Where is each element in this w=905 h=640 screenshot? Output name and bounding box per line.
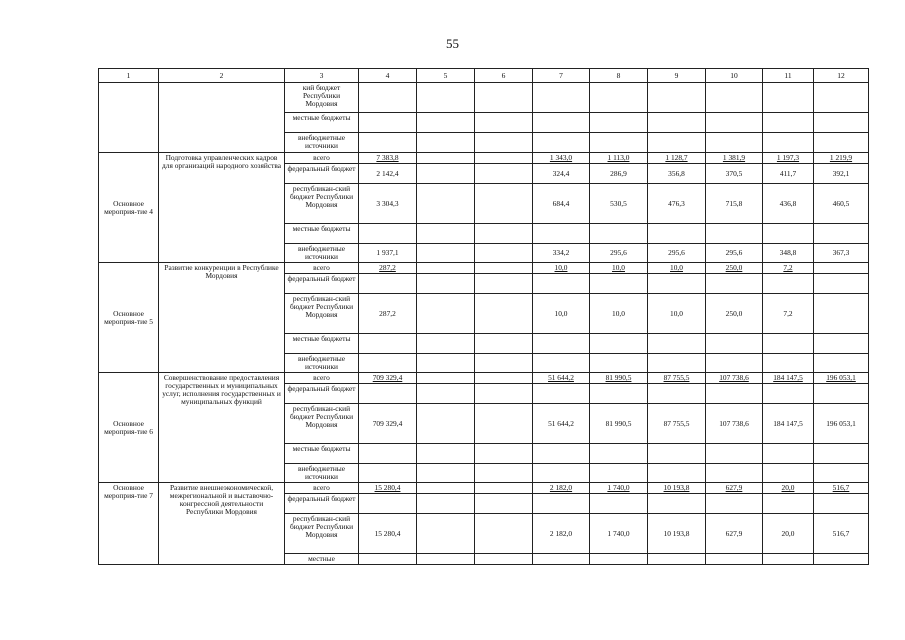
value-cell: [706, 334, 763, 354]
source-cell: республикан-ский бюджет Республики Мордовия: [285, 294, 359, 334]
value-cell: [475, 184, 533, 224]
value-cell: [706, 354, 763, 373]
value-cell: [590, 224, 648, 244]
value-cell: [590, 494, 648, 514]
value-cell: [475, 444, 533, 464]
label-cell: [99, 83, 159, 153]
value-cell: 7,2: [763, 263, 814, 274]
budget-table: [98, 68, 869, 565]
value-cell: [590, 444, 648, 464]
value-cell: [475, 373, 533, 384]
value-cell: [763, 384, 814, 404]
value-cell: [590, 274, 648, 294]
value-cell: 392,1: [814, 164, 869, 184]
title-cell: [159, 83, 285, 153]
value-cell: 324,4: [533, 164, 590, 184]
source-cell: внебюджетные источники: [285, 244, 359, 263]
source-cell: местные бюджеты: [285, 113, 359, 133]
event-title: Подготовка управленческих кадров для организаций народного хозяйства: [159, 153, 285, 263]
value-cell: [814, 113, 869, 133]
source-cell: внебюджетные источники: [285, 354, 359, 373]
table-row: [99, 153, 869, 164]
value-cell: [475, 263, 533, 274]
value-cell: [417, 263, 475, 274]
value-cell: 7 383,8: [359, 153, 417, 164]
value-cell: 1 113,0: [590, 153, 648, 164]
value-cell: 250,0: [706, 294, 763, 334]
value-cell: 184 147,5: [763, 404, 814, 444]
value-cell: [417, 164, 475, 184]
value-cell: [417, 224, 475, 244]
value-cell: 287,2: [359, 294, 417, 334]
value-cell: [763, 464, 814, 483]
value-cell: [475, 113, 533, 133]
table-body: [99, 69, 869, 565]
value-cell: [533, 494, 590, 514]
value-cell: 436,8: [763, 184, 814, 224]
value-cell: [533, 113, 590, 133]
table-header-row: [99, 69, 869, 83]
value-cell: [763, 444, 814, 464]
value-cell: [475, 294, 533, 334]
value-cell: [648, 133, 706, 153]
event-label: Основное мероприя-тие 5: [99, 263, 159, 373]
value-cell: [533, 354, 590, 373]
value-cell: 286,9: [590, 164, 648, 184]
value-cell: [648, 444, 706, 464]
value-cell: 81 990,5: [590, 373, 648, 384]
value-cell: [417, 184, 475, 224]
value-cell: [648, 334, 706, 354]
value-cell: [814, 494, 869, 514]
value-cell: [359, 384, 417, 404]
value-cell: 2 182,0: [533, 483, 590, 494]
value-cell: [417, 373, 475, 384]
source-cell: кий бюджет Республики Мордовия: [285, 83, 359, 113]
value-cell: [417, 133, 475, 153]
value-cell: 287,2: [359, 263, 417, 274]
value-cell: [417, 153, 475, 164]
value-cell: [475, 133, 533, 153]
header-cell: 3: [285, 69, 359, 83]
value-cell: [706, 83, 763, 113]
value-cell: [706, 554, 763, 565]
source-cell: местные бюджеты: [285, 444, 359, 464]
value-cell: [533, 384, 590, 404]
value-cell: [648, 384, 706, 404]
value-cell: [648, 113, 706, 133]
value-cell: 107 738,6: [706, 404, 763, 444]
table-row: [99, 483, 869, 494]
value-cell: [359, 334, 417, 354]
source-cell: всего: [285, 373, 359, 384]
value-cell: 20,0: [763, 514, 814, 554]
value-cell: [359, 444, 417, 464]
event-title: Развитие внешнеэкономической, межрегиональной и выставочно-конгрессной деятельности Республики Мордовия: [159, 483, 285, 565]
value-cell: 295,6: [590, 244, 648, 263]
value-cell: [417, 554, 475, 565]
header-cell: 9: [648, 69, 706, 83]
value-cell: [814, 83, 869, 113]
value-cell: 10,0: [648, 294, 706, 334]
value-cell: [814, 263, 869, 274]
value-cell: 356,8: [648, 164, 706, 184]
value-cell: 2 142,4: [359, 164, 417, 184]
source-cell: федеральный бюджет: [285, 384, 359, 404]
value-cell: [533, 444, 590, 464]
value-cell: 530,5: [590, 184, 648, 224]
value-cell: [475, 164, 533, 184]
value-cell: 1 128,7: [648, 153, 706, 164]
value-cell: 370,5: [706, 164, 763, 184]
value-cell: 1 740,0: [590, 483, 648, 494]
value-cell: 334,2: [533, 244, 590, 263]
value-cell: [706, 464, 763, 483]
value-cell: [763, 224, 814, 244]
source-cell: местные: [285, 554, 359, 565]
value-cell: [648, 554, 706, 565]
value-cell: 627,9: [706, 483, 763, 494]
value-cell: [359, 224, 417, 244]
value-cell: [417, 514, 475, 554]
value-cell: 516,7: [814, 483, 869, 494]
value-cell: 10 193,8: [648, 514, 706, 554]
value-cell: [417, 444, 475, 464]
value-cell: [359, 133, 417, 153]
source-cell: всего: [285, 483, 359, 494]
value-cell: [533, 83, 590, 113]
value-cell: 715,8: [706, 184, 763, 224]
page-number: 55: [446, 36, 459, 51]
value-cell: [417, 404, 475, 444]
value-cell: 15 280,4: [359, 483, 417, 494]
value-cell: [533, 133, 590, 153]
value-cell: [590, 554, 648, 565]
value-cell: [475, 483, 533, 494]
value-cell: [648, 494, 706, 514]
event-label: Основное мероприя-тие 7: [99, 483, 159, 565]
value-cell: [475, 334, 533, 354]
table-row: [99, 263, 869, 274]
value-cell: [417, 483, 475, 494]
value-cell: [475, 514, 533, 554]
source-cell: федеральный бюджет: [285, 274, 359, 294]
value-cell: 10,0: [590, 294, 648, 334]
value-cell: [475, 404, 533, 444]
value-cell: 196 053,1: [814, 404, 869, 444]
value-cell: [648, 83, 706, 113]
value-cell: [475, 464, 533, 483]
value-cell: [417, 334, 475, 354]
value-cell: 295,6: [706, 244, 763, 263]
value-cell: 627,9: [706, 514, 763, 554]
value-cell: [475, 384, 533, 404]
value-cell: [648, 274, 706, 294]
value-cell: [475, 354, 533, 373]
value-cell: [814, 334, 869, 354]
value-cell: 709 329,4: [359, 373, 417, 384]
value-cell: 10,0: [533, 294, 590, 334]
event-title: Развитие конкуренции в Республике Мордовия: [159, 263, 285, 373]
value-cell: [533, 274, 590, 294]
value-cell: [763, 494, 814, 514]
value-cell: [590, 464, 648, 483]
value-cell: [359, 464, 417, 483]
value-cell: 367,3: [814, 244, 869, 263]
event-label: Основное мероприя-тие 4: [99, 153, 159, 263]
value-cell: 2 182,0: [533, 514, 590, 554]
value-cell: [706, 494, 763, 514]
value-cell: [359, 83, 417, 113]
table-row: [99, 373, 869, 384]
source-cell: внебюджетные источники: [285, 464, 359, 483]
value-cell: 10 193,8: [648, 483, 706, 494]
header-cell: 4: [359, 69, 417, 83]
value-cell: [475, 83, 533, 113]
value-cell: 7,2: [763, 294, 814, 334]
value-cell: 460,5: [814, 184, 869, 224]
value-cell: [533, 224, 590, 244]
header-cell: 6: [475, 69, 533, 83]
value-cell: 107 738,6: [706, 373, 763, 384]
header-cell: 1: [99, 69, 159, 83]
header-cell: 8: [590, 69, 648, 83]
value-cell: [533, 554, 590, 565]
value-cell: [590, 83, 648, 113]
value-cell: [590, 334, 648, 354]
value-cell: [814, 464, 869, 483]
value-cell: [590, 384, 648, 404]
value-cell: 709 329,4: [359, 404, 417, 444]
value-cell: 411,7: [763, 164, 814, 184]
value-cell: [814, 384, 869, 404]
value-cell: [648, 354, 706, 373]
header-cell: 5: [417, 69, 475, 83]
value-cell: [417, 83, 475, 113]
value-cell: [763, 334, 814, 354]
value-cell: [648, 464, 706, 483]
value-cell: 87 755,5: [648, 373, 706, 384]
value-cell: [814, 294, 869, 334]
source-cell: местные бюджеты: [285, 334, 359, 354]
source-cell: всего: [285, 153, 359, 164]
value-cell: [475, 554, 533, 565]
value-cell: [590, 113, 648, 133]
value-cell: [417, 274, 475, 294]
value-cell: [417, 464, 475, 483]
value-cell: [590, 354, 648, 373]
value-cell: 1 197,3: [763, 153, 814, 164]
value-cell: 10,0: [648, 263, 706, 274]
value-cell: [706, 274, 763, 294]
value-cell: [417, 354, 475, 373]
value-cell: 51 644,2: [533, 404, 590, 444]
value-cell: [417, 294, 475, 334]
source-cell: федеральный бюджет: [285, 164, 359, 184]
value-cell: [359, 494, 417, 514]
value-cell: 1 219,9: [814, 153, 869, 164]
value-cell: [475, 244, 533, 263]
value-cell: 1 937,1: [359, 244, 417, 263]
value-cell: 348,8: [763, 244, 814, 263]
value-cell: [706, 224, 763, 244]
value-cell: [706, 384, 763, 404]
value-cell: 250,0: [706, 263, 763, 274]
value-cell: [533, 464, 590, 483]
value-cell: [763, 133, 814, 153]
value-cell: 87 755,5: [648, 404, 706, 444]
value-cell: [590, 133, 648, 153]
value-cell: [475, 224, 533, 244]
value-cell: [814, 224, 869, 244]
value-cell: 10,0: [533, 263, 590, 274]
value-cell: [359, 354, 417, 373]
value-cell: 295,6: [648, 244, 706, 263]
source-cell: местные бюджеты: [285, 224, 359, 244]
value-cell: 3 304,3: [359, 184, 417, 224]
value-cell: 10,0: [590, 263, 648, 274]
value-cell: 196 053,1: [814, 373, 869, 384]
value-cell: [417, 244, 475, 263]
value-cell: [763, 554, 814, 565]
source-cell: всего: [285, 263, 359, 274]
header-cell: 7: [533, 69, 590, 83]
value-cell: [417, 494, 475, 514]
value-cell: [706, 444, 763, 464]
value-cell: 516,7: [814, 514, 869, 554]
value-cell: 51 644,2: [533, 373, 590, 384]
source-cell: республикан-ский бюджет Республики Мордовия: [285, 514, 359, 554]
value-cell: 81 990,5: [590, 404, 648, 444]
value-cell: [763, 354, 814, 373]
header-cell: 10: [706, 69, 763, 83]
value-cell: [706, 113, 763, 133]
value-cell: 20,0: [763, 483, 814, 494]
value-cell: [814, 354, 869, 373]
event-label: Основное мероприя-тие 6: [99, 373, 159, 483]
value-cell: [475, 494, 533, 514]
table-row: [99, 83, 869, 113]
value-cell: [814, 133, 869, 153]
header-cell: 2: [159, 69, 285, 83]
value-cell: [359, 554, 417, 565]
source-cell: внебюджетные источники: [285, 133, 359, 153]
value-cell: 1 740,0: [590, 514, 648, 554]
event-title: Совершенствование предоставления государственных и муниципальных услуг, исполнения государственных и муниципальных функций: [159, 373, 285, 483]
header-cell: 12: [814, 69, 869, 83]
value-cell: 476,3: [648, 184, 706, 224]
value-cell: [417, 384, 475, 404]
value-cell: [763, 83, 814, 113]
value-cell: [475, 274, 533, 294]
value-cell: [533, 334, 590, 354]
source-cell: республикан-ский бюджет Республики Мордовия: [285, 404, 359, 444]
source-cell: республикан-ский бюджет Республики Мордовия: [285, 184, 359, 224]
value-cell: [359, 113, 417, 133]
value-cell: [763, 113, 814, 133]
source-cell: федеральный бюджет: [285, 494, 359, 514]
value-cell: [763, 274, 814, 294]
value-cell: [648, 224, 706, 244]
value-cell: [417, 113, 475, 133]
value-cell: 684,4: [533, 184, 590, 224]
value-cell: [814, 274, 869, 294]
value-cell: 1 343,0: [533, 153, 590, 164]
value-cell: 184 147,5: [763, 373, 814, 384]
value-cell: [814, 554, 869, 565]
value-cell: [706, 133, 763, 153]
value-cell: [814, 444, 869, 464]
value-cell: [359, 274, 417, 294]
value-cell: [475, 153, 533, 164]
value-cell: 15 280,4: [359, 514, 417, 554]
value-cell: 1 381,9: [706, 153, 763, 164]
header-cell: 11: [763, 69, 814, 83]
